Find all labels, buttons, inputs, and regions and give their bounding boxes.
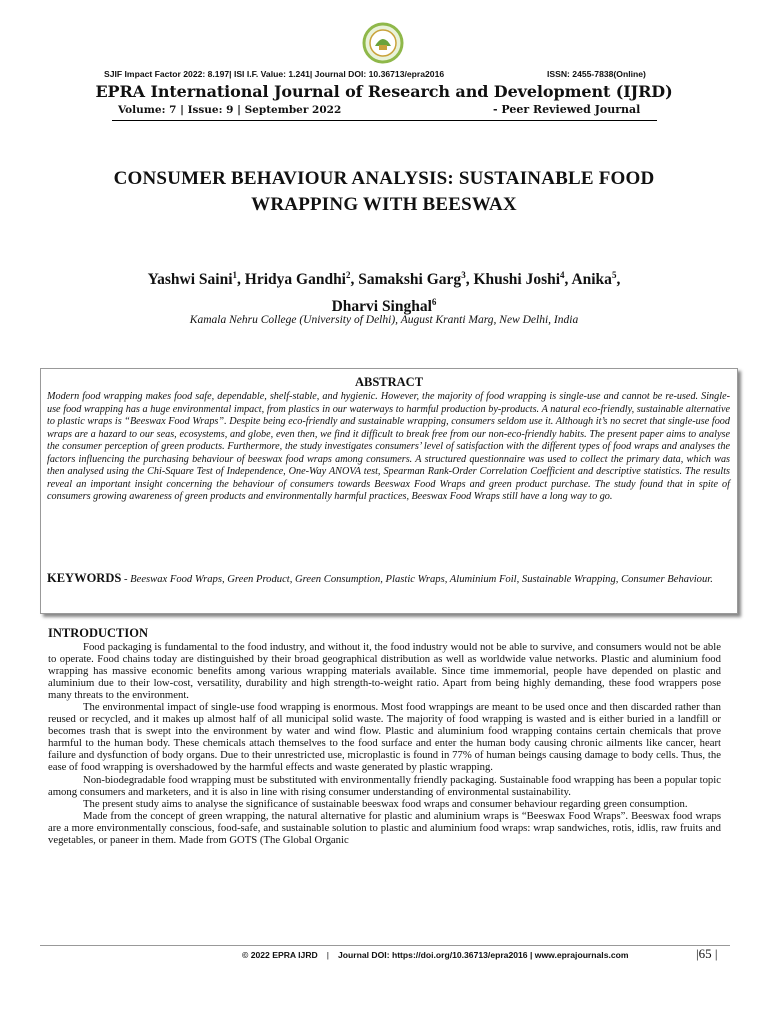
volume-issue: Volume: 7 | Issue: 9 | September 2022 xyxy=(118,104,342,116)
introduction-body xyxy=(48,641,721,846)
footer-copyright: © 2022 EPRA IJRD xyxy=(242,950,318,960)
keywords xyxy=(47,570,730,588)
keywords-label: KEYWORDS xyxy=(47,571,122,585)
author-name: Hridya Gandhi xyxy=(244,271,346,289)
journal-name: EPRA International Journal of Research and Development (IJRD) xyxy=(95,82,673,101)
footer-divider xyxy=(40,945,730,946)
title-line-1: CONSUMER BEHAVIOUR ANALYSIS: SUSTAINABLE FOOD xyxy=(113,168,655,189)
paragraph: The present study aims to analyse the significance of sustainable beeswax food wraps and consumer behaviour regarding green consumption. xyxy=(83,797,688,810)
footer: © 2022 EPRA IJRD | Journal DOI: https://doi.org/10.36713/epra2016 | www.eprajournals.com xyxy=(242,950,629,960)
author-name: Samakshi Garg xyxy=(358,271,462,289)
section-heading-introduction: INTRODUCTION xyxy=(48,626,149,640)
author-line-1: Yashwi Saini$^1$, Hridya Gandhi$^2$, Samakshi Garg$^3$, Khushi Joshi$^4$, Anika$^5$, xyxy=(147,270,621,289)
author-name: Dharvi Singhal xyxy=(331,298,432,316)
abstract-heading: ABSTRACT xyxy=(354,375,424,389)
author-name: Anika xyxy=(571,271,612,289)
abstract-box xyxy=(40,368,738,614)
paragraph: Non-biodegradable food wrapping must be substituted with environmentally friendly packaging. Sustainable food wrapping has been a popular topic among consumers and marketers, and it is also in line with rising consumer understanding of environmental sustainability. xyxy=(48,773,721,798)
author-affil-mark: 5 xyxy=(611,270,617,280)
title-line-2: WRAPPING WITH BEESWAX xyxy=(251,194,517,215)
abstract-text: Modern food wrapping makes food safe, dependable, shelf-stable, and hygienic. However, the majority of food wrapping is single-use and cannot be re-used. Single-use food wrapping has a huge environmental impact, from plastics in our waterways to harmful production by-products. A natural eco-friendly, sustainable alternative to plastic wraps is “Beeswax Food Wraps”. Despite being eco-friendly and sustainable wrapping, consumers seldom use it. Although it’s no secret that single-use food wraps are a hazard to our seas, ecosystems, and globe, even then, we find it difficult to break free from our non-eco-friendly habits. The present paper aims to analyse the consumer perception of green products. Furthermore, the study investigates consumers’ level of satisfaction with the different types of food wraps and analyses the factors influencing the purchasing behaviour of beeswax food wraps among consumers. A structured questionnaire was used to collect the primary data, which was then analysed using the Chi-Square Test of Independence, One-Way ANOVA test, Spearman Rank-Order Correlation Coefficient and descriptive statistics. The results reveal an important insight concerning the behaviour of consumers towards Beeswax Food Wraps and green product purchase. The study found that in spite of consumers growing awareness of green products and environmentally harmful practices, Beeswax Food Wraps still have a long way to go. xyxy=(47,391,730,502)
paper-title xyxy=(40,166,728,218)
page-number: |65 | xyxy=(696,946,718,961)
peer-reviewed-label: - Peer Reviewed Journal xyxy=(493,103,641,116)
author-name: Yashwi Saini xyxy=(147,271,233,289)
paragraph: Made from the concept of green wrapping, the natural alternative for plastic and aluminium wraps is “Beeswax Food Wraps”. Beeswax food wraps are a more environmentally conscious, food-safe, and sustainable solution to plastic and aluminium food wraps: wrap sandwiches, rotis, idlis, raw fruits and vegetables, or paneer in them. Made from GOTS (The Global Organic xyxy=(48,809,721,846)
impact-factor-text: SJIF Impact Factor 2022: 8.197| ISI I.F. Value: 1.241| Journal DOI: 10.36713/epra2016 xyxy=(104,69,445,79)
paragraph: Food packaging is fundamental to the food industry, and without it, the food industry would not be able to survive, and consumers would not be able to operate. Food chains today are distinguished by their broad geographical distribution as well as worldwide value networks. Plastic and aluminium food wrapping has massive economic benefits among various wrapping materials available. Since time immemorial, people have depended on plastic and aluminium due to their low-cost, versatility, durability and high strength-to-weight ratio. Apart from being highly demanding, these food wrappers pose many threats to the environment. xyxy=(48,641,721,702)
author-affil-mark: 6 xyxy=(431,297,437,308)
epra-logo-icon xyxy=(362,22,404,64)
keywords-text: - Beeswax Food Wraps, Green Product, Green Consumption, Plastic Wraps, Aluminium Foil, Sustainable Wrapping, Consumer Behaviour. xyxy=(123,574,713,585)
affiliation: Kamala Nehru College (University of Delhi), August Kranti Marg, New Delhi, India xyxy=(189,314,579,326)
journal-meta-line xyxy=(104,69,664,79)
author-affil-mark: 2 xyxy=(346,270,351,280)
author-affil-mark: 3 xyxy=(461,270,466,280)
footer-doi: Journal DOI: https://doi.org/10.36713/epra2016 xyxy=(337,950,528,960)
author-list xyxy=(40,264,728,318)
footer-website: | www.eprajournals.com xyxy=(529,950,629,960)
author-name: Khushi Joshi xyxy=(473,271,561,289)
author-affil-mark: 4 xyxy=(560,270,565,280)
header-divider xyxy=(112,120,657,121)
paragraph: The environmental impact of single-use food wrapping is enormous. Most food wrappings are meant to be used once and then discarded rather than reused or recycled, and it makes up almost half of all municipal solid waste. The majority of food wrapping is wasted and is either buried in a landfill or becomes trash that is swept into the environment by water and wind flow. Plastic and aluminium food wrapping contains certain chemicals that prove harmful to the human body. These chemicals attach themselves to the food surface and enter the human body causing chronic ailments like cancer, heart failure and dysfunction of body organs. Due to their unrestricted use, microplastic is found in 77% of human beings causing damage to body cells. Thus, the ease of food wrapping is overshadowed by the harmful effects and waste generated by plastic wrapping. xyxy=(48,701,721,774)
issn-text: ISSN: 2455-7838(Online) xyxy=(547,69,646,79)
author-affil-mark: 1 xyxy=(232,270,238,280)
